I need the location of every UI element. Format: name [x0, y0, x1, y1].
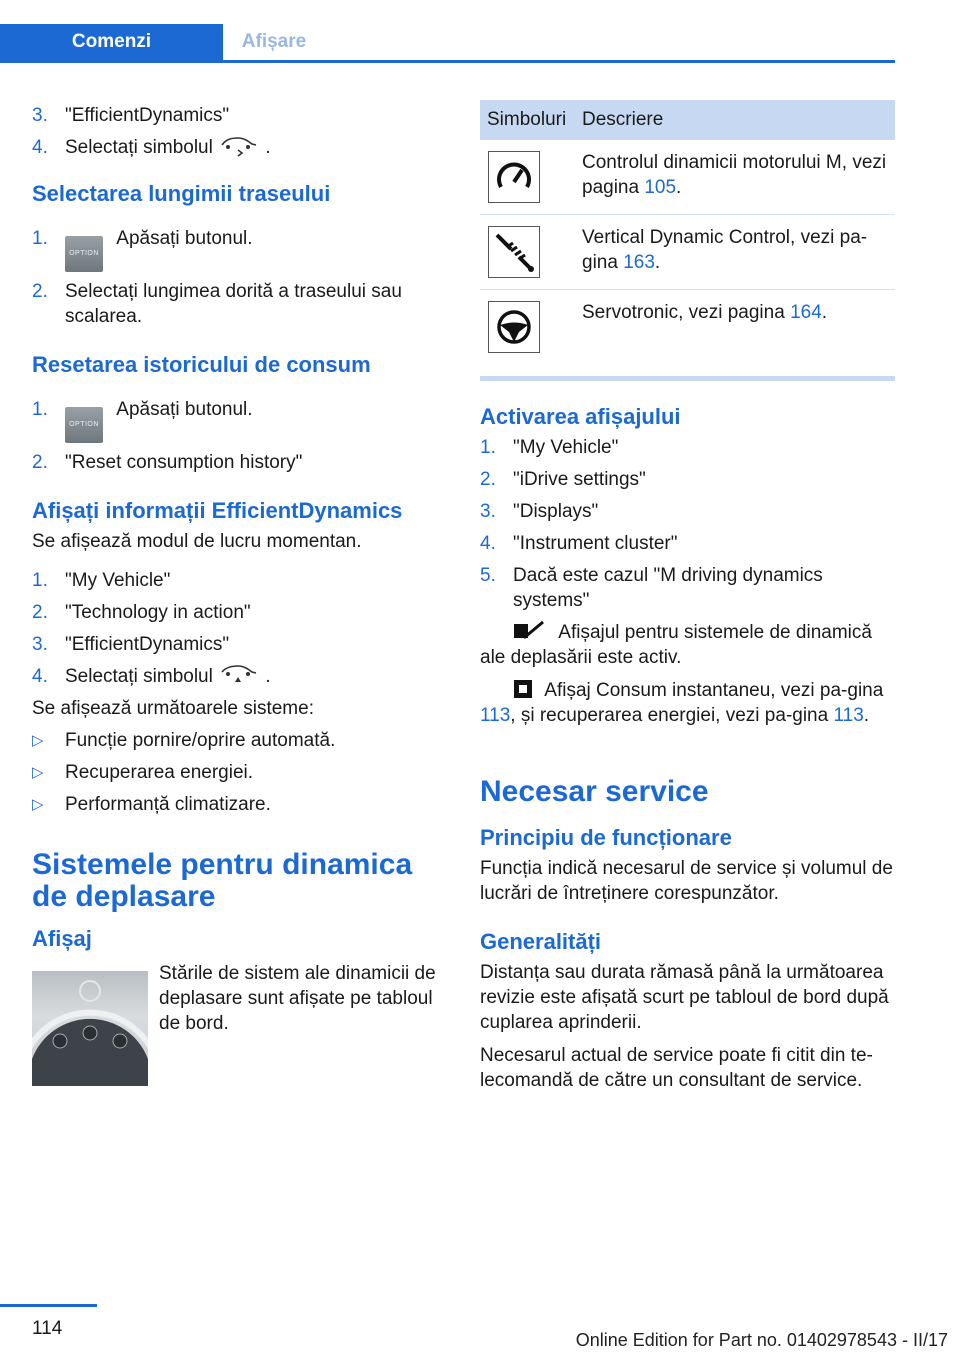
- symbol-cell: [480, 140, 575, 215]
- step-number: 1.: [32, 228, 48, 249]
- box-note: [480, 678, 895, 728]
- step-number: 1.: [32, 399, 48, 420]
- option-button-icon: OPTION: [65, 407, 103, 443]
- step-text: Selectați lungimea dorită a traseului sau scalarea.: [65, 281, 402, 327]
- heading-driving-dynamics: Sistemele pentru dinamica de deplasare: [32, 848, 413, 913]
- tab-comenzi[interactable]: Comenzi: [0, 24, 223, 60]
- checkmark-icon: [513, 621, 547, 641]
- list-item: [32, 397, 452, 443]
- row-tail: .: [654, 252, 661, 273]
- show-intro: Se afișează modul de lucru momentan.: [32, 531, 362, 552]
- row-tail: .: [821, 302, 828, 323]
- step-number: 1.: [32, 570, 48, 591]
- step-text: "EfficientDynamics": [65, 634, 230, 655]
- step-number: 3.: [480, 501, 496, 522]
- symbol-cell: [480, 215, 575, 290]
- page-ref-link[interactable]: 164: [790, 302, 822, 323]
- step-number: 4.: [480, 533, 496, 554]
- general-text-2: Necesarul actual de service poate fi citit din te-lecomandă de către un consultant de service.: [480, 1045, 873, 1091]
- list-item: [480, 467, 895, 492]
- steering-wheel-icon: [488, 301, 540, 353]
- heading-route-length: Selectarea lungimii traseului: [32, 181, 331, 206]
- systems-intro: Se afișează următoarele sisteme:: [32, 698, 314, 719]
- step-text: Selectați simbolul: [65, 666, 213, 687]
- page-ref-link[interactable]: 113: [480, 705, 511, 726]
- box-note-text-a: Afișaj Consum instantaneu, vezi pa-gina: [544, 680, 884, 701]
- row-text: Controlul dinamicii motorului M, vezi pagina: [582, 152, 887, 198]
- heading-principle: Principiu de funcționare: [480, 825, 732, 850]
- list-item: [32, 103, 452, 128]
- description-cell: [575, 290, 895, 365]
- step-number: 4.: [32, 137, 48, 158]
- step-text: "Reset consumption history": [65, 452, 303, 473]
- step-number: 2.: [32, 452, 48, 473]
- table-row: [480, 290, 895, 365]
- list-item: [32, 279, 452, 329]
- page-ref-link[interactable]: 163: [623, 252, 655, 273]
- check-note: [480, 620, 895, 670]
- step-suffix: .: [265, 666, 271, 687]
- heading-reset-history: Resetarea istoricului de consum: [32, 352, 371, 377]
- step-suffix: .: [265, 137, 271, 158]
- heading-show-efficient-dynamics: Afișați informații EfficientDynamics: [32, 498, 403, 523]
- step-number: 2.: [32, 281, 48, 302]
- table-row: [480, 140, 895, 215]
- description-cell: [575, 140, 895, 215]
- heading-activate-display: Activarea afișajului: [480, 404, 681, 429]
- display-block: [32, 961, 452, 1081]
- right-column: [480, 100, 895, 1093]
- triangle-bullet-icon: ▷: [32, 764, 44, 781]
- step-text: "Instrument cluster": [513, 533, 678, 554]
- chapter-tabs: [0, 24, 895, 63]
- footer-rule: [0, 1304, 97, 1307]
- list-item: [480, 563, 895, 613]
- step-number: 2.: [32, 602, 48, 623]
- list-item: [32, 135, 452, 160]
- check-note-text: Afișajul pentru sistemele de dinamică ale deplasării este activ.: [480, 622, 872, 668]
- page-ref-link[interactable]: 113: [833, 705, 864, 726]
- page-ref-link[interactable]: 105: [644, 177, 677, 198]
- car-efficiency-icon: [218, 664, 260, 686]
- list-item: [32, 728, 452, 753]
- step-number: 1.: [480, 437, 496, 458]
- option-button-icon: OPTION: [65, 236, 103, 272]
- list-item: [32, 792, 452, 817]
- bullet-text: Performanță climatizare.: [65, 794, 271, 815]
- heading-general: Generalități: [480, 929, 602, 954]
- list-item: [32, 226, 452, 272]
- list-item: [480, 499, 895, 524]
- table-header-row: [480, 100, 895, 140]
- speedometer-icon: [488, 151, 540, 203]
- list-item: [32, 568, 452, 593]
- list-item: [32, 760, 452, 785]
- triangle-bullet-icon: ▷: [32, 796, 44, 813]
- tab-afisare[interactable]: Afișare: [241, 31, 307, 52]
- header-description: Descriere: [575, 100, 895, 140]
- box-note-text-b: , și recuperarea energiei, vezi pa-gina: [510, 705, 834, 726]
- step-number: 3.: [32, 105, 48, 126]
- step-text: "My Vehicle": [65, 570, 171, 591]
- step-number: 4.: [32, 666, 48, 687]
- step-text: Apăsați butonul.: [116, 399, 253, 420]
- list-item: [480, 435, 895, 460]
- list-item: [480, 531, 895, 556]
- step-text: "My Vehicle": [513, 437, 619, 458]
- step-text: "iDrive settings": [513, 469, 646, 490]
- cluster-illustration: [32, 971, 148, 1086]
- left-column: [32, 100, 452, 1081]
- step-number: 5.: [480, 565, 496, 586]
- row-text: Servotronic, vezi pagina: [582, 302, 791, 323]
- box-note-text-c: .: [863, 705, 870, 726]
- step-text: Dacă este cazul "M driving dynamics systems": [513, 565, 823, 611]
- list-item: [32, 600, 452, 625]
- symbols-table: [480, 100, 895, 364]
- list-item: [32, 632, 452, 657]
- table-bottom-rule: [480, 376, 895, 381]
- display-text: Stările de sistem ale dinamicii de deplasare sunt afișate pe tabloul de bord.: [159, 963, 436, 1034]
- shock-absorber-icon: [488, 226, 540, 278]
- row-tail: .: [676, 177, 682, 198]
- heading-display: Afișaj: [32, 926, 92, 951]
- header-symbols: Simboluri: [480, 100, 575, 140]
- step-text: "Displays": [513, 501, 599, 522]
- list-item: [32, 664, 452, 689]
- list-item: [32, 450, 452, 475]
- step-text: "Technology in action": [65, 602, 251, 623]
- principle-text: Funcția indică necesarul de service și volumul de lucrări de întreținere corespunzător.: [480, 858, 893, 904]
- heading-service-need: Necesar service: [480, 775, 709, 808]
- table-row: [480, 215, 895, 290]
- row-text: Vertical Dynamic Control, vezi pa-gina: [582, 227, 868, 273]
- bullet-text: Recuperarea energiei.: [65, 762, 254, 783]
- step-number: 3.: [32, 634, 48, 655]
- page-number: 114: [32, 1318, 63, 1339]
- description-cell: [575, 215, 895, 290]
- step-text: Selectați simbolul: [65, 137, 213, 158]
- checkbox-icon: [513, 679, 533, 699]
- general-text-1: Distanța sau durata rămasă până la următoarea revizie este afișată scurt pe tabloul de bord după cuplarea aprinderii.: [480, 962, 889, 1033]
- bullet-text: Funcție pornire/oprire automată.: [65, 730, 336, 751]
- triangle-bullet-icon: ▷: [32, 732, 44, 749]
- step-text: "EfficientDynamics": [65, 105, 230, 126]
- edition-text: Online Edition for Part no. 01402978543 - II/17: [575, 1330, 948, 1350]
- step-number: 2.: [480, 469, 496, 490]
- instrument-cluster-image: [32, 971, 148, 1086]
- car-efficiency-icon: [218, 135, 260, 157]
- symbol-cell: [480, 290, 575, 365]
- step-text: Apăsați butonul.: [116, 228, 253, 249]
